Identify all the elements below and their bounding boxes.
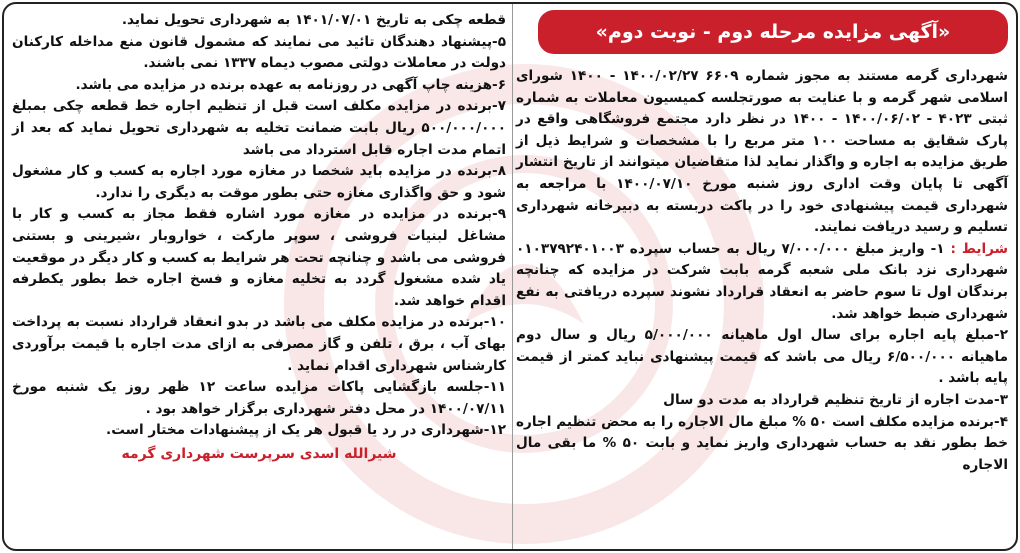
condition-9: ۹-برنده در مزایده در مغازه مورد اشاره فقط مجاز به کسب و کار با مشاغل لبنیات فروشی ، سوپر مارکت ، خواروبار ،شیرینی و بستنی فروشی می باشد و چنانچه تحت هر شرایط به کسب و کار دیگر در موقعیت یاد شده مشغول گردد به تخلیه مغازه و فسخ اجاره خط بطور یکطرفه اقدام خواهد شد. [12,206,506,309]
condition-8: ۸-برنده در مزایده باید شخصا در مغازه مورد اجاره به کسب و کار مشغول شود و حق واگذاری مغازه حتی بطور موقت به دیگری را ندارد. [12,163,506,201]
condition-10: ۱۰-برنده در مزایده مکلف می باشد در بدو انعقاد قرارداد نسبت به پرداخت بهای آب ، برق ، تلفن و گاز مصرفی به ازای مدت اجاره با قیمت برآوردی کارشناس شهرداری اقدام نماید . [12,314,506,374]
advertisement-frame [2,2,1018,551]
condition-1-text: ۱- واریز مبلغ ۷/۰۰۰/۰۰۰ ریال به حساب سپرده ۰۱۰۳۷۹۲۴۰۱۰۰۳ شهرداری نزد بانک ملی شعبه گرمه بابت شرکت در مزایده که چنانچه برندگان اول تا سوم حاضر به انعقاد قرارداد نشوند سپرده دریافتی به نفع شهرداری ضبط خواهد شد. [516,240,1008,322]
condition-3: ۳-مدت اجاره از تاریخ تنظیم قرارداد به مدت دو سال [663,391,1008,408]
condition-2: ۲-مبلغ پایه اجاره برای سال اول ماهیانه ۵/۰۰۰/۰۰۰ ریال و سال دوم ماهیانه ۶/۵۰۰/۰۰۰ ریال می باشد که قیمت پیشنهادی نباید کمتر از قیمت پایه باشد . [516,327,1008,387]
conditions-label: شرایط : [950,240,1008,257]
condition-4-continued: قطعه چکی به تاریخ ۱۴۰۱/۰۷/۰۱ به شهرداری تحویل نماید. [121,12,506,28]
condition-11: ۱۱-جلسه بازگشایی پاکات مزایده ساعت ۱۲ ظهر روز یک شنبه مورخ ۱۴۰۰/۰۷/۱۱ در محل دفتر شهرداری برگزار خواهد بود . [12,379,506,417]
condition-1 [516,239,1008,325]
column-divider [512,4,513,549]
condition-7: ۷-برنده در مزایده مکلف است قبل از تنظیم اجاره خط قطعه چکی بمبلغ ۵۰۰/۰۰۰/۰۰۰ ریال بابت ضمانت تخلیه به شهرداری تحویل نماید که بعد از اتمام مدت اجاره قابل استرداد می باشد [12,98,506,158]
condition-12: ۱۲-شهرداری در رد یا قبول هر یک از پیشنهادات مختار است. [106,422,506,439]
signature: شیرالله اسدی سرپرست شهرداری گرمه [121,445,397,462]
left-column [12,10,506,549]
announcement-title: «آگهی مزایده مرحله دوم - نوبت دوم» [595,21,951,43]
right-column [516,66,1008,549]
announcement-title-bar [538,10,1008,54]
condition-5: ۵-پیشنهاد دهندگان تائید می نمایند که مشمول قانون منع مداخله کارکنان دولت در معاملات دولتی مصوب دیماه ۱۳۳۷ نمی باشند. [12,33,506,72]
intro-paragraph: شهرداری گرمه مستند به مجوز شماره ۶۶۰۹ ۱۴۰۰/۰۲/۲۷ - ۱۴۰۰ شورای اسلامی شهر گرمه و با عنایت به صورتجلسه کمیسیون معاملات به شماره ثبتی ۴۰۲۳ - ۱۴۰۰/۰۶/۰۲ - ۱۴۰۰ در نظر دارد مجتمع فروشگاهی واقع در پارک شقایق به مساحت ۱۰۰ متر مربع را با مشخصات و شرایط ذیل از طریق مزایده به اجاره و واگذار نماید لذا متقاضیان میتوانند از تاریخ انتشار آگهی تا پایان وقت اداری روز شنبه مورخ ۱۴۰۰/۰۷/۱۰ با مراجعه به شهرداری قیمت پیشنهادی خود را در پاکت دربسته به دبیرخانه شهرداری تسلیم و رسید دریافت نمایند. [516,68,1009,236]
condition-6: ۶-هزینه چاپ آگهی در روزنامه به عهده برنده در مزایده می باشد. [75,76,506,93]
condition-4: ۴-برنده مزایده مکلف است ۵۰ % مبلغ مال الاجاره را به محض تنظیم اجاره خط بطور نقد به حساب شهرداری واریز نماید و بابت ۵۰ % ما بقی مال الاجاره [516,413,1008,473]
